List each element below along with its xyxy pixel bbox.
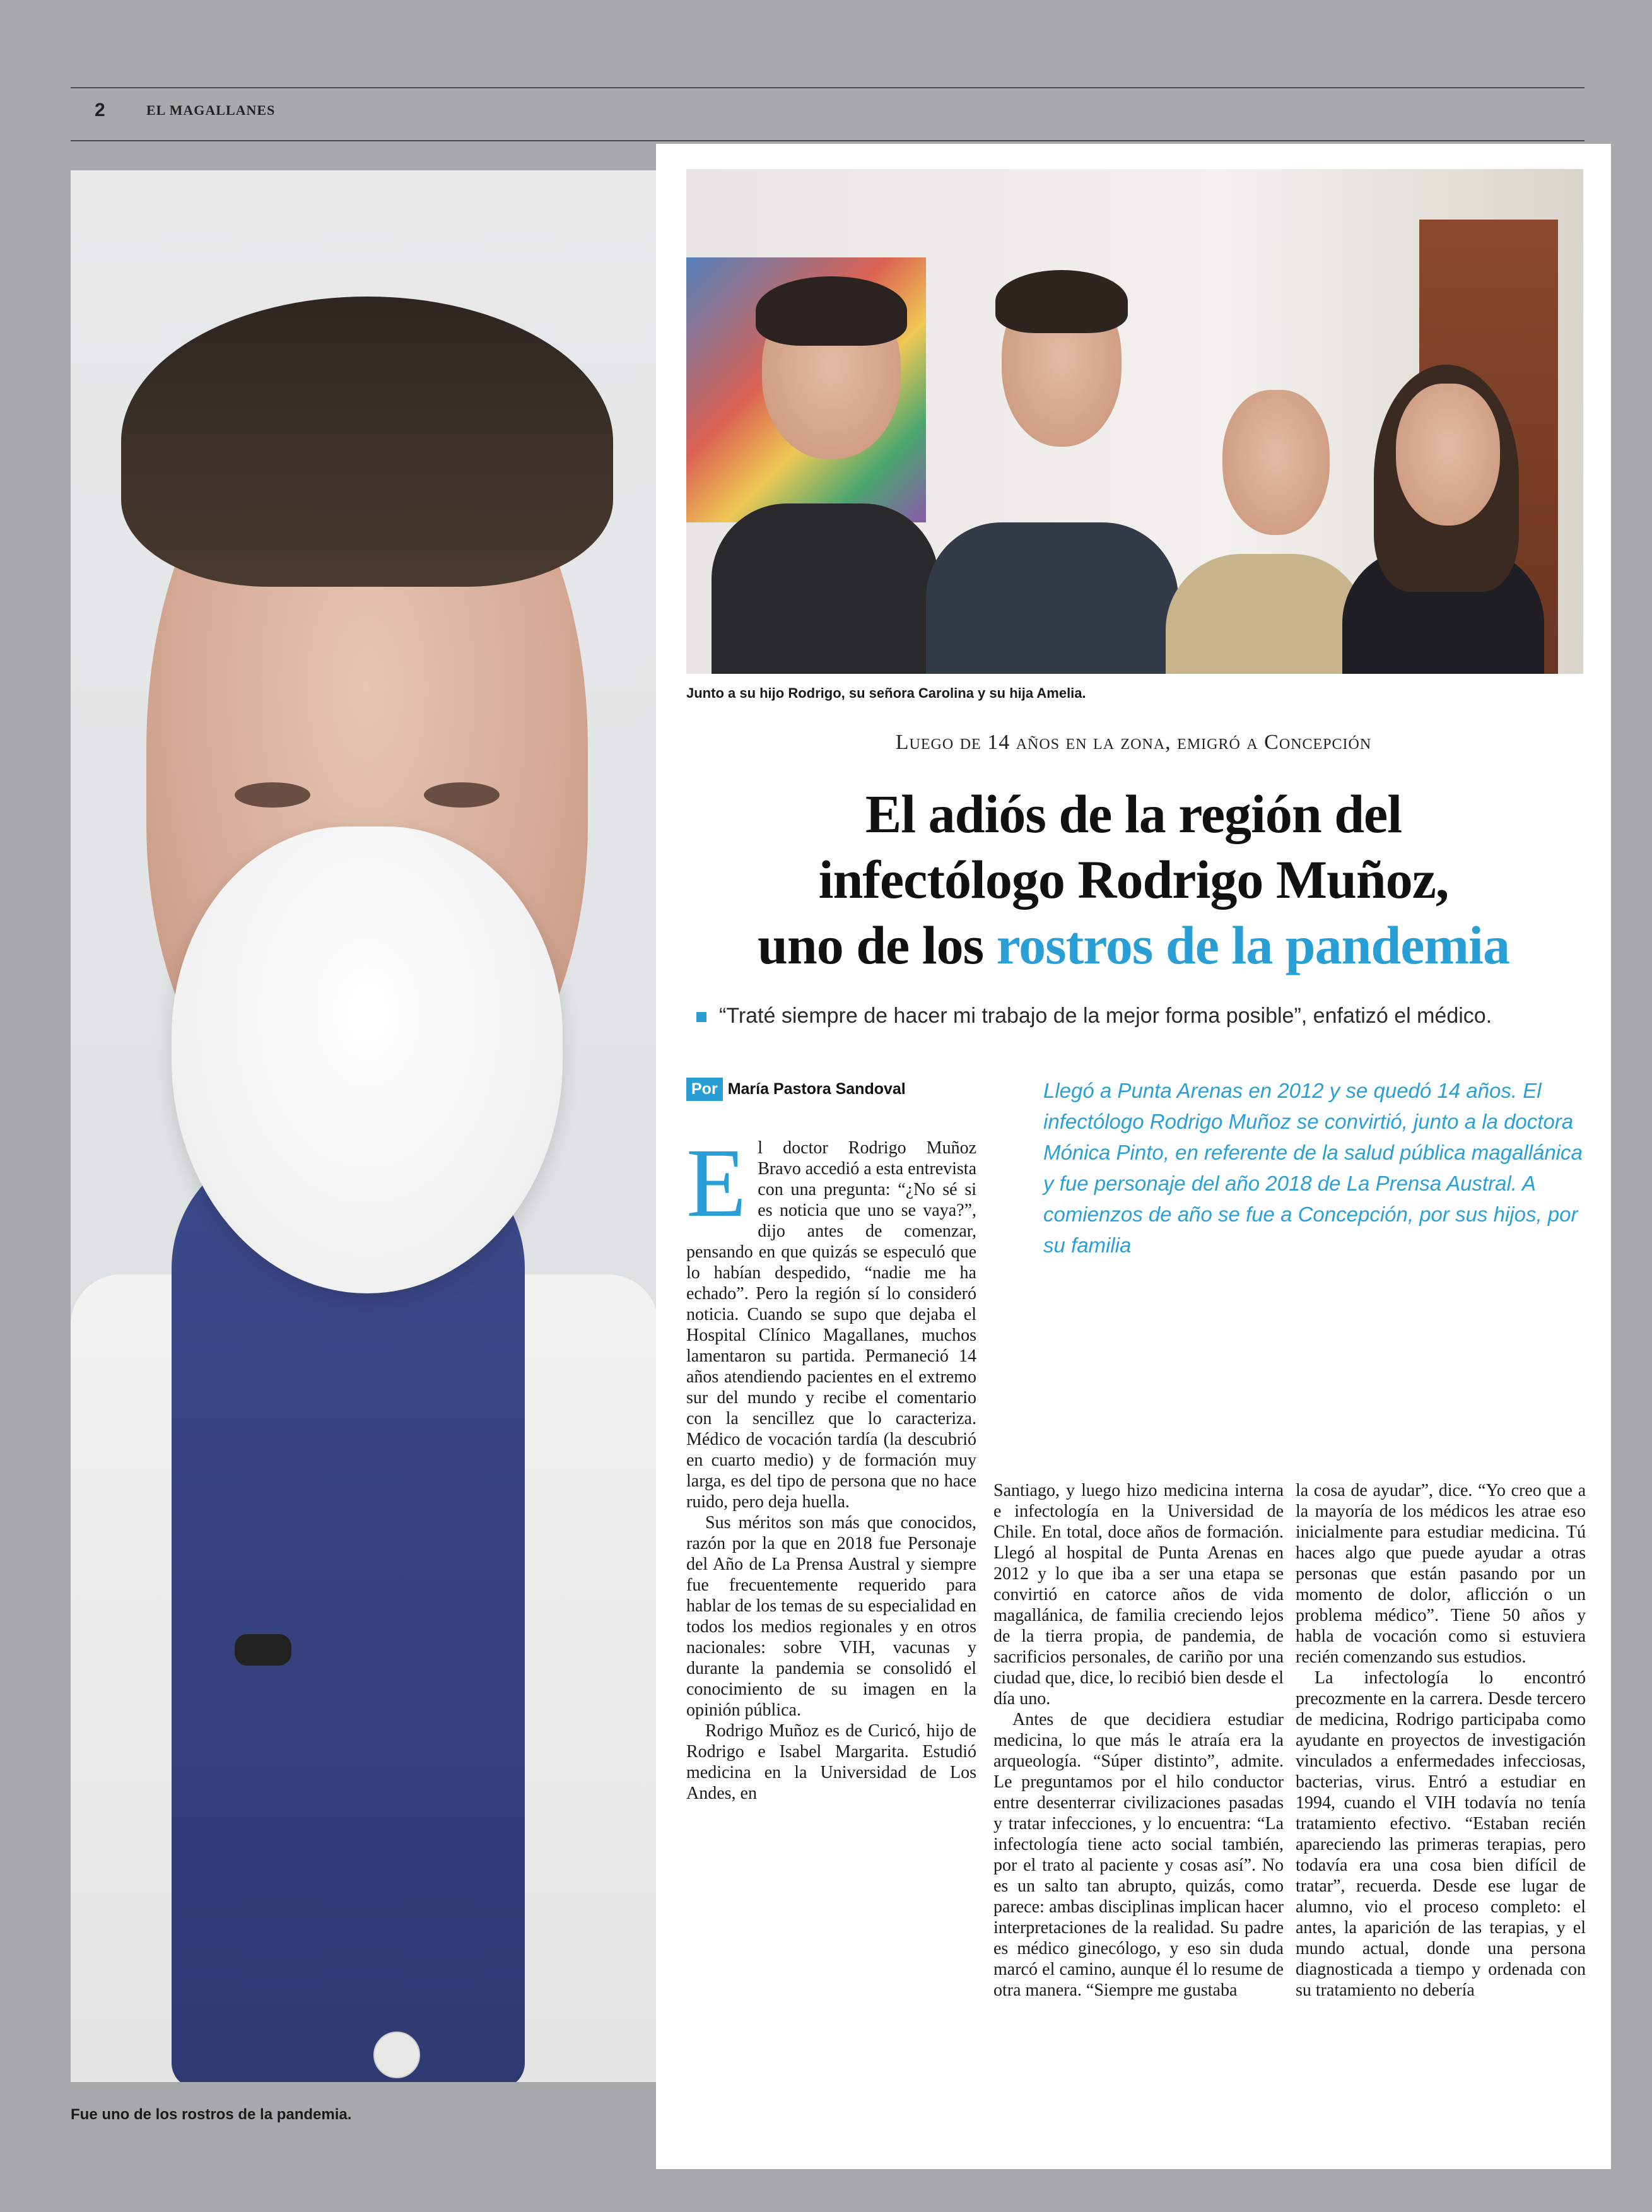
paragraph: Santiago, y luego hizo medicina interna e infectología en la Universidad de Chile. En total, doce años de formación. Llegó al hospital de Punta Arenas en 2012 y lo que iba a ser una etapa se convirtió en catorce años de vida magallánica, de familia creciendo lejos de la tierra propia, de pandemia, de sacrificios personales, de cariño por una ciudad que, dice, lo recibió bien desde el día uno.	[993, 1481, 1284, 1709]
article-panel	[656, 144, 1611, 2169]
family-photo-caption: Junto a su hijo Rodrigo, su señora Carolina y su hija Amelia.	[686, 685, 1086, 701]
byline-author: María Pastora Sandoval	[727, 1080, 906, 1098]
article-column-1	[686, 1138, 976, 2153]
hair	[121, 297, 613, 587]
page-number: 2	[95, 100, 105, 121]
family-photo	[686, 169, 1583, 674]
portrait-caption: Fue uno de los rostros de la pandemia.	[71, 2106, 352, 2123]
paragraph-text: l doctor Rodrigo Muñoz Bravo accedió a esta entrevista con una pregunta: “¿No sé si es noticia que uno se vaya?”, dijo antes de comenzar, pensando en que quizás se especuló que lo habían despedido, “nadie me ha echado”. Pero la región sí lo consideró noticia. Cuando se supo que dejaba el Hospital Clínico Magallanes, muchos lamentaron su partida. Permaneció 14 años atendiendo pacientes en el extremo sur del mundo y recibe el comentario con la sencillez que lo caracteriza. Médico de vocación tardía (la descubrió en cuarto medio) y de formación muy larga, es del tipo de persona que no hace ruido, pero deja huella.	[686, 1138, 976, 1512]
right-eye	[424, 782, 500, 808]
byline	[686, 1078, 906, 1101]
paragraph	[686, 1138, 976, 1512]
headline-line-3	[656, 912, 1611, 978]
article-deck	[696, 1004, 1605, 1028]
person-mother	[1166, 377, 1368, 674]
publication-name: EL MAGALLANES	[146, 102, 276, 118]
bullet-square-icon	[696, 1012, 706, 1022]
paragraph: Rodrigo Muñoz es de Curicó, hijo de Rodrigo e Isabel Margarita. Estudió medicina en la Universidad de Los Andes, en	[686, 1721, 976, 1803]
paragraph: Sus méritos son más que conocidos, razón por la que en 2018 fue Personaje del Año de La Prensa Austral y siempre fue frecuentemente requerido para hablar de los temas de su especialidad en todos los medios regionales y en otros nacionales: sobre VIH, vacunas y durante la pandemia se consolidó el conocimiento de su imagen en la opinión pública.	[686, 1513, 976, 1720]
deck-text: “Traté siempre de hacer mi trabajo de la mejor forma posible”, enfatizó el médico.	[719, 1004, 1492, 1028]
byline-label: Por	[686, 1078, 723, 1101]
drop-cap: E	[686, 1138, 747, 1237]
headline-line-1: El adiós de la región del	[865, 784, 1402, 844]
person-son	[913, 270, 1178, 674]
header-rule-top	[71, 87, 1585, 88]
portrait-photo	[71, 170, 659, 2082]
headline-line-2: infectólogo Rodrigo Muñoz,	[818, 849, 1449, 910]
lapel-microphone	[235, 1634, 291, 1666]
person-father	[712, 264, 939, 674]
left-eye	[235, 782, 310, 808]
paragraph: La infectología lo encontró precozmente en la carrera. Desde tercero de medicina, Rodrigo participaba como ayudante en proyectos de investigación vinculados a enfermedades infecciosas, bacterias, virus. Entró a estudiar en 1994, cuando el VIH todavía no tenía tratamiento efectivo. “Estaban recién apareciendo las primeras terapias, pero todavía era una cosa bien difícil de tratar”, recuerda. Desde ese lugar de alumno, vio el proceso completo: el antes, la aparición de las terapias, y el mundo actual, donde una persona diagnosticada a tiempo y ordenada con su tratamiento no debería	[1296, 1668, 1586, 2000]
article-column-2	[993, 1480, 1284, 2156]
article-kicker: Luego de 14 años en la zona, emigró a Concepción	[895, 731, 1372, 754]
face-mask	[172, 827, 563, 1293]
paragraph: la cosa de ayudar”, dice. “Yo creo que a la mayoría de los médicos les atrae eso inicialmente para estudiar medicina. Tú haces algo que puede ayudar a otras personas que están pasando por un momento de dolor, aflicción o un problema médico”. Tiene 50 años y habla de vocación como si estuviera recién comenzando sus estudios.	[1296, 1481, 1586, 1667]
headline-accent: rostros de la pandemia	[996, 915, 1509, 975]
person-daughter	[1342, 365, 1544, 674]
paragraph: Antes de que decidiera estudiar medicina, lo que más le atraía era la arqueología. “Súper distinto”, admite. Le preguntamos por el hilo conductor entre desenterrar civilizaciones pasadas y tratar infecciones, y lo encuentra: “La infectología tiene acto social también, por el trato al paciente y cosas así”. No es un salto tan abrupto, quizás, como parece: ambas disciplinas implican hacer interpretaciones de la realidad. Su padre es médico ginecólogo, y eso sin duda marcó el camino, aunque él lo resume de otra manera. “Siempre me gustaba	[993, 1710, 1284, 2000]
header-rule-bottom	[71, 140, 1585, 141]
article-headline	[656, 781, 1611, 978]
article-lede: Llegó a Punta Arenas en 2012 y se quedó 14 años. El infectólogo Rodrigo Muñoz se convirtió, junto a la doctora Mónica Pinto, en referente de la salud pública magallánica y fue personaje del año 2018 de La Prensa Austral. A comienzos de año se fue a Concepción, por sus hijos, por su familia	[1043, 1079, 1583, 1257]
headline-line-3-plain: uno de los	[758, 915, 997, 975]
article-column-3	[1296, 1480, 1586, 2156]
coat-button	[373, 2032, 420, 2078]
